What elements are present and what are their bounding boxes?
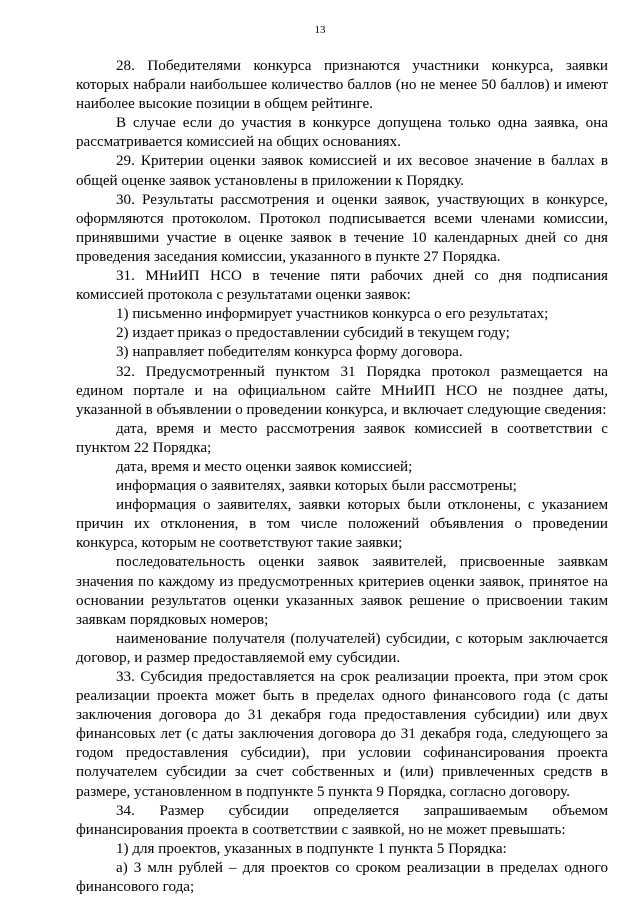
list-item: а) 3 млн рублей – для проектов со сроком реализации в пределах одного финансового года; [76, 859, 608, 896]
paragraph: 29. Критерии оценки заявок комиссией и их весовое значение в баллах в общей оценке заявок установлены в приложении к Порядку. [76, 153, 608, 189]
list-item: 2) издает приказ о предоставлении субсидий в текущем году; [116, 325, 510, 342]
document-body [76, 57, 608, 897]
list-item: информация о заявителях, заявки которых были рассмотрены; [116, 478, 517, 495]
list-item: дата, время и место оценки заявок комиссией; [116, 458, 413, 475]
paragraph: 30. Результаты рассмотрения и оценки заявок, участвующих в конкурсе, оформляются протоколом. Протокол подписывается всеми членами комиссии, принявшими участие в оценке заявок в течение 10 календарных дней со дня проведения заседания комиссии, указанного в пункте 27 Порядка. [76, 191, 608, 265]
page-number: 13 [314, 24, 326, 36]
list-item: наименование получателя (получателей) субсидии, с которым заключается договор, и размер предоставляемой ему субсидии. [76, 630, 608, 666]
list-item: 3) направляет победителям конкурса форму договора. [116, 344, 463, 361]
paragraph: 28. Победителями конкурса признаются участники конкурса, заявки которых набрали наибольшее количество баллов (но не менее 50 баллов) и имеют наиболее высокие позиции в общем рейтинге. [76, 58, 608, 113]
paragraph: 31. МНиИП НСО в течение пяти рабочих дней со дня подписания комиссией протокола с результатами оценки заявок: [76, 268, 608, 304]
paragraph: В случае если до участия в конкурсе допущена только одна заявка, она рассматривается комиссией на общих основаниях. [76, 115, 608, 151]
list-item: 1) письменно информирует участников конкурса о его результатах; [116, 306, 549, 323]
paragraph: 33. Субсидия предоставляется на срок реализации проекта, при этом срок реализации проекта может быть в пределах одного финансового года (с даты заключения договора до 31 декабря года предоставления субсидии) или двух финансовых лет (с даты заключения договора до 31 декабря года, следующего за годом предоставления субсидии), при условии софинансирования проекта получателем субсидии за счет собственных и (или) привлеченных средств в размере, установленном в подпункте 5 пункта 9 Порядка, согласно договору. [76, 669, 608, 800]
list-item: 1) для проектов, указанных в подпункте 1 пункта 5 Порядка: [116, 840, 507, 857]
list-item: дата, время и место рассмотрения заявок комиссией в соответствии с пунктом 22 Порядка; [76, 420, 608, 456]
paragraph: 34. Размер субсидии определяется запрашиваемым объемом финансирования проекта в соответствии с заявкой, но не может превышать: [76, 802, 608, 838]
paragraph: 32. Предусмотренный пунктом 31 Порядка протокол размещается на едином портале и на официальном сайте МНиИП НСО не позднее даты, указанной в объявлении о проведении конкурса, и включает следующие сведения: [76, 363, 608, 418]
list-item: последовательность оценки заявок заявителей, присвоенные заявкам значения по каждому из предусмотренных критериев оценки заявок, принятое на основании результатов оценки указанных заявок решение о присвоении таким заявкам порядковых номеров; [76, 554, 608, 628]
list-item: информация о заявителях, заявки которых были отклонены, с указанием причин их отклонения, в том числе положений объявления о проведении конкурса, которым не соответствуют такие заявки; [76, 497, 608, 552]
